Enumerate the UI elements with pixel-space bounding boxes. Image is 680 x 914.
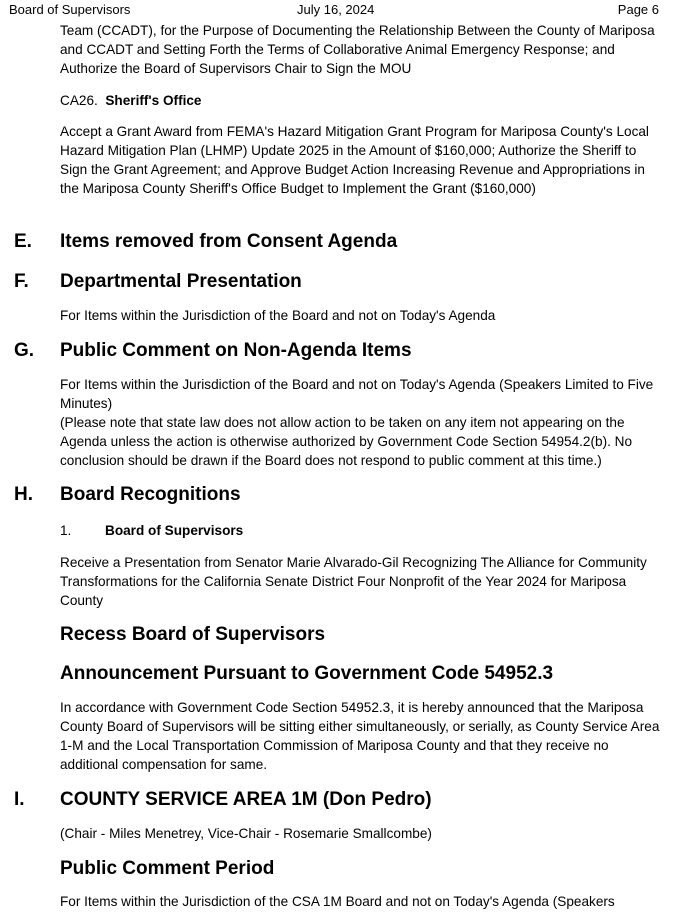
recess-heading: Recess Board of Supervisors [60,624,326,645]
section-g-note: (Please note that state law does not allow action to be taken on any item not appearing on the Agenda unless the action is otherwise authorized by Government Code Section 54954.2(b). No conclusion should be drawn if the Board does not respond to public comment at this time.) [60,415,633,468]
section-h-item-text: Receive a Presentation from Senator Marie Alvarado-Gil Recognizing The Alliance for Community Transformations for the California Senate District Four Nonprofit of the Year 2024 for Mariposa County [60,555,647,608]
section-f-text: For Items within the Jurisdiction of the Board and not on Today's Agenda [60,308,496,323]
page-header [0,0,680,20]
item-ca26-text: Accept a Grant Award from FEMA's Hazard Mitigation Grant Program for Mariposa County's Local Hazard Mitigation Plan (LHMP) Update 2025 in the Amount of $160,000; Authorize the Sheriff to Sign the Grant Agreement; and Approve Budget Action Increasing Revenue and Appropriations in the Mariposa County Sheriff's Office Budget to Implement the Grant ($160,000) [60,124,649,196]
section-h-letter: H. [14,484,33,505]
section-f-title: Departmental Presentation [60,271,302,292]
section-h-item-title: Board of Supervisors [105,523,244,538]
item-ca26-number: CA26. [60,93,98,108]
item-ca26-department: Sheriff's Office [105,93,202,108]
section-h-item-number: 1. [60,523,72,538]
section-i-letter: I. [14,789,25,810]
section-g-text: For Items within the Jurisdiction of the Board and not on Today's Agenda (Speakers Limited to Five Minutes) [60,377,654,411]
announcement-text: In accordance with Government Code Section 54952.3, it is hereby announced that the Mariposa County Board of Supervisors will be sitting either simultaneously, or serially, as County Service Area 1-M and the Local Transportation Commission of Mariposa County and that they receive no additional compensation for same. [60,700,660,772]
item-ca26-heading [60,93,202,108]
public-comment-text: For Items within the Jurisdiction of the CSA 1M Board and not on Today's Agenda (Speakers [60,894,615,909]
section-g-letter: G. [14,340,35,361]
section-f-letter: F. [14,271,29,292]
header-left: Board of Supervisors [9,2,131,17]
section-g-title: Public Comment on Non-Agenda Items [60,340,412,361]
announcement-heading: Announcement Pursuant to Government Code 54952.3 [60,663,554,684]
carryover-paragraph: Team (CCADT), for the Purpose of Documenting the Relationship Between the County of Mariposa and CCADT and Setting Forth the Terms of Collaborative Animal Emergency Response; and Authorize the Board of Supervisors Chair to Sign the MOU [60,23,655,76]
section-i-title: COUNTY SERVICE AREA 1M (Don Pedro) [60,789,432,810]
section-h-title: Board Recognitions [60,484,241,505]
section-e-letter: E. [14,231,32,252]
header-date: July 16, 2024 [297,2,375,17]
public-comment-heading: Public Comment Period [60,858,275,879]
section-i-text: (Chair - Miles Menetrey, Vice-Chair - Rosemarie Smallcombe) [60,826,432,841]
header-page-number: Page 6 [617,2,659,17]
section-e-title: Items removed from Consent Agenda [60,231,398,252]
